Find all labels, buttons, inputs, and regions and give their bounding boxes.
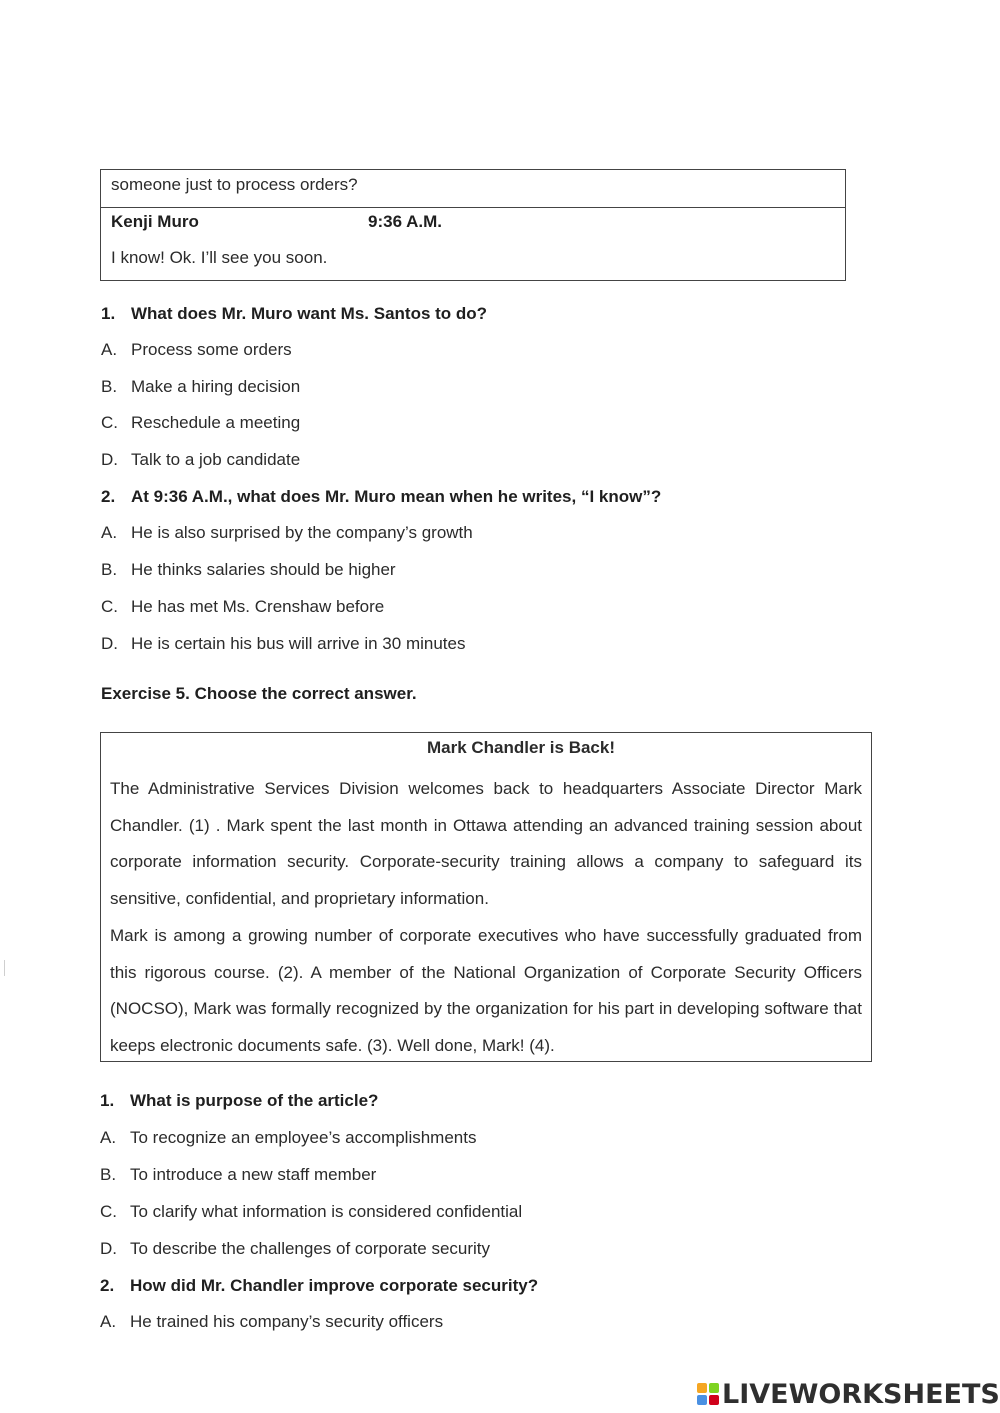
chat-box	[100, 169, 846, 281]
chat-sender: Kenji Muro	[111, 212, 199, 231]
chat-continuation: someone just to process orders?	[111, 175, 358, 194]
logo-text-worksheets: WORKSHEETS	[788, 1378, 1000, 1410]
option-text: Reschedule a meeting	[131, 413, 301, 432]
question-2	[100, 1275, 538, 1297]
option-c[interactable]	[101, 596, 384, 618]
option-letter: C.	[101, 597, 118, 616]
option-a[interactable]	[101, 522, 473, 544]
option-c[interactable]	[101, 412, 300, 434]
option-letter: B.	[101, 377, 118, 396]
option-letter: B.	[101, 560, 118, 579]
chat-divider	[101, 207, 845, 208]
option-d[interactable]	[101, 449, 300, 471]
liveworksheets-logo[interactable]	[697, 1379, 1000, 1409]
option-letter: A.	[101, 340, 118, 359]
option-letter: A.	[101, 523, 118, 542]
option-a[interactable]	[100, 1311, 443, 1333]
logo-square	[697, 1395, 707, 1405]
option-text: He thinks salaries should be higher	[131, 560, 396, 579]
option-letter: B.	[100, 1165, 117, 1184]
option-a[interactable]	[100, 1127, 476, 1149]
option-text: To recognize an employee’s accomplishments	[130, 1128, 477, 1147]
chat-time: 9:36 A.M.	[368, 212, 443, 231]
option-letter: D.	[101, 450, 118, 469]
question-text: How did Mr. Chandler improve corporate security?	[130, 1276, 539, 1295]
option-b[interactable]	[100, 1164, 376, 1186]
option-d[interactable]	[100, 1238, 490, 1260]
question-2	[101, 486, 661, 508]
option-text: To introduce a new staff member	[130, 1165, 377, 1184]
option-letter: D.	[100, 1239, 117, 1258]
option-letter: A.	[100, 1128, 117, 1147]
article-paragraph-2: Mark is among a growing number of corporate executives who have successfully graduated from this rigorous course. (2). A member of the National Organization of Corporate Security Officers (NOCSO), Mark was formally recognized by the organization for his part in developing software that keeps electronic documents safe. (3). Well done, Mark! (4).	[110, 925, 862, 1055]
question-number: 1.	[100, 1091, 115, 1110]
article-paragraph-1: The Administrative Services Division welcomes back to headquarters Associate Director Mark Chandler. (1) . Mark spent the last month in Ottawa attending an advanced training session about corporate information security. Corporate-security training allows a company to safeguard its sensitive, confidential, and proprietary information.	[110, 779, 862, 909]
question-1	[100, 1090, 378, 1112]
question-number: 2.	[101, 487, 116, 506]
logo-square	[709, 1395, 719, 1405]
logo-square	[709, 1383, 719, 1393]
logo-square	[697, 1383, 707, 1393]
option-text: To clarify what information is considered confidential	[130, 1202, 523, 1221]
option-text: Make a hiring decision	[131, 377, 301, 396]
option-letter: C.	[100, 1202, 117, 1221]
option-letter: C.	[101, 413, 118, 432]
question-text: What is purpose of the article?	[130, 1091, 379, 1110]
option-text: He is also surprised by the company’s growth	[131, 523, 473, 542]
option-letter: A.	[100, 1312, 117, 1331]
option-letter: D.	[101, 634, 118, 653]
article-body	[110, 771, 862, 1065]
logo-squares-icon	[697, 1383, 719, 1405]
chat-message: I know! Ok. I’ll see you soon.	[111, 248, 328, 267]
option-text: He trained his company’s security officers	[130, 1312, 444, 1331]
option-c[interactable]	[100, 1201, 522, 1223]
question-number: 1.	[101, 304, 116, 323]
question-number: 2.	[100, 1276, 115, 1295]
article-box	[100, 732, 872, 1062]
option-text: Talk to a job candidate	[131, 450, 301, 469]
option-a[interactable]	[101, 339, 292, 361]
exercise-heading: Exercise 5. Choose the correct answer.	[101, 684, 417, 703]
option-d[interactable]	[101, 633, 465, 655]
question-text: At 9:36 A.M., what does Mr. Muro mean when he writes, “I know”?	[131, 487, 662, 506]
logo-text-live: LIVE	[722, 1378, 789, 1410]
option-text: He has met Ms. Crenshaw before	[131, 597, 385, 616]
scan-mark	[4, 960, 5, 976]
article-title: Mark Chandler is Back!	[426, 738, 615, 757]
option-b[interactable]	[101, 376, 300, 398]
option-text: He is certain his bus will arrive in 30 minutes	[131, 634, 466, 653]
option-text: Process some orders	[131, 340, 292, 359]
question-1	[101, 303, 487, 325]
question-text: What does Mr. Muro want Ms. Santos to do?	[131, 304, 488, 323]
option-text: To describe the challenges of corporate security	[130, 1239, 491, 1258]
option-b[interactable]	[101, 559, 396, 581]
